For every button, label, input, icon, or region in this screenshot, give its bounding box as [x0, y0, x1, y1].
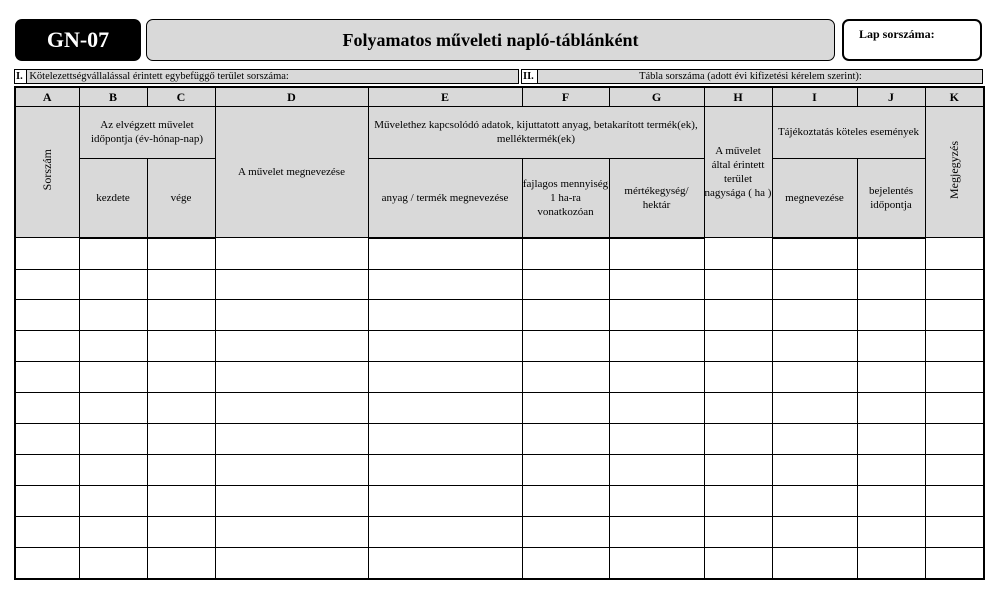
table-cell[interactable]	[15, 362, 79, 393]
table-cell[interactable]	[215, 362, 368, 393]
table-cell[interactable]	[522, 238, 609, 269]
table-cell[interactable]	[772, 424, 857, 455]
table-row	[15, 517, 984, 548]
material-name-header: anyag / termék megnevezése	[368, 159, 522, 238]
area-header: A művelet által érintett terület nagysága ( ha )	[704, 106, 772, 237]
table-cell[interactable]	[609, 547, 704, 579]
table-cell[interactable]	[215, 269, 368, 300]
table-row	[15, 238, 984, 269]
table-cell[interactable]	[609, 517, 704, 548]
end-date-header: vége	[147, 159, 215, 238]
table-cell[interactable]	[368, 331, 522, 362]
table-cell[interactable]	[522, 331, 609, 362]
table-cell[interactable]	[15, 300, 79, 331]
sheet-number-label: Lap sorszáma:	[859, 27, 935, 41]
col-letter: B	[79, 87, 147, 106]
table-cell[interactable]	[522, 362, 609, 393]
section-1-label: Kötelezettségvállalással érintett egybefüggő terület sorszáma:	[29, 71, 289, 82]
table-cell[interactable]	[368, 393, 522, 424]
table-cell[interactable]	[704, 300, 772, 331]
table-cell[interactable]	[925, 331, 984, 362]
table-cell[interactable]	[79, 238, 147, 269]
form-code: GN-07	[15, 19, 141, 61]
table-cell[interactable]	[522, 393, 609, 424]
table-cell[interactable]	[368, 517, 522, 548]
table-cell[interactable]	[79, 362, 147, 393]
table-cell[interactable]	[857, 486, 925, 517]
table-cell[interactable]	[147, 424, 215, 455]
table-cell[interactable]	[609, 362, 704, 393]
table-cell[interactable]	[772, 517, 857, 548]
table-cell[interactable]	[368, 455, 522, 486]
table-cell[interactable]	[609, 455, 704, 486]
start-date-header: kezdete	[79, 159, 147, 238]
event-name-header: megnevezése	[772, 159, 857, 238]
table-cell[interactable]	[79, 517, 147, 548]
sorszam-header	[15, 106, 79, 237]
table-row	[15, 269, 984, 300]
table-cell[interactable]	[79, 424, 147, 455]
table-cell[interactable]	[704, 424, 772, 455]
report-date-header: bejelentés időpontja	[857, 159, 925, 238]
table-cell[interactable]	[368, 486, 522, 517]
table-cell[interactable]	[704, 455, 772, 486]
table-cell[interactable]	[772, 486, 857, 517]
table-cell[interactable]	[925, 238, 984, 269]
table-cell[interactable]	[15, 486, 79, 517]
table-cell[interactable]	[15, 331, 79, 362]
operations-log-table	[14, 86, 985, 580]
table-cell[interactable]	[368, 424, 522, 455]
sorszam-label: Sorszám	[40, 149, 55, 191]
page-title: Folyamatos műveleti napló-táblánként	[146, 19, 835, 61]
table-cell[interactable]	[147, 517, 215, 548]
table-row	[15, 300, 984, 331]
table-cell[interactable]	[772, 455, 857, 486]
table-cell[interactable]	[215, 486, 368, 517]
table-cell[interactable]	[147, 455, 215, 486]
table-cell[interactable]	[15, 424, 79, 455]
table-cell[interactable]	[857, 238, 925, 269]
table-row	[15, 362, 984, 393]
table-cell[interactable]	[772, 331, 857, 362]
table-cell[interactable]	[857, 547, 925, 579]
table-cell[interactable]	[147, 486, 215, 517]
col-letter: K	[925, 87, 984, 106]
table-cell[interactable]	[368, 269, 522, 300]
table-cell[interactable]	[772, 269, 857, 300]
table-cell[interactable]	[704, 517, 772, 548]
section-1-number: I.	[15, 70, 27, 83]
table-row	[15, 455, 984, 486]
sheet-number-field[interactable]	[842, 19, 982, 61]
table-row	[15, 424, 984, 455]
table-cell[interactable]	[772, 362, 857, 393]
table-cell[interactable]	[522, 547, 609, 579]
table-cell[interactable]	[857, 517, 925, 548]
table-cell[interactable]	[215, 455, 368, 486]
table-cell[interactable]	[609, 424, 704, 455]
table-cell[interactable]	[79, 300, 147, 331]
table-cell[interactable]	[215, 547, 368, 579]
table-row	[15, 547, 984, 579]
table-cell[interactable]	[609, 331, 704, 362]
table-cell[interactable]	[609, 300, 704, 331]
table-cell[interactable]	[522, 517, 609, 548]
table-cell[interactable]	[925, 517, 984, 548]
related-data-header: Művelethez kapcsolódó adatok, kijuttatott anyag, betakarított termék(ek), melléktermék(ek)	[368, 106, 704, 159]
table-cell[interactable]	[79, 547, 147, 579]
table-cell[interactable]	[215, 424, 368, 455]
table-cell[interactable]	[215, 238, 368, 269]
section-2-label: Tábla sorszáma (adott évi kifizetési kérelem szerint):	[639, 71, 862, 82]
section-2-number: II.	[522, 70, 538, 83]
table-cell[interactable]	[15, 238, 79, 269]
table-cell[interactable]	[925, 362, 984, 393]
table-cell[interactable]	[215, 300, 368, 331]
table-cell[interactable]	[857, 455, 925, 486]
table-cell[interactable]	[522, 455, 609, 486]
table-cell[interactable]	[522, 269, 609, 300]
table-cell[interactable]	[609, 486, 704, 517]
table-cell[interactable]	[925, 547, 984, 579]
specific-quantity-header: fajlagos mennyiség 1 ha-ra vonatkozóan	[522, 159, 609, 238]
table-cell[interactable]	[925, 269, 984, 300]
col-letter: C	[147, 87, 215, 106]
table-cell[interactable]	[522, 486, 609, 517]
table-cell[interactable]	[368, 300, 522, 331]
table-cell[interactable]	[857, 362, 925, 393]
col-letter: G	[609, 87, 704, 106]
table-cell[interactable]	[15, 455, 79, 486]
table-cell[interactable]	[609, 269, 704, 300]
header-row-1	[15, 106, 984, 159]
table-cell[interactable]	[704, 486, 772, 517]
col-letter: A	[15, 87, 79, 106]
table-cell[interactable]	[925, 300, 984, 331]
table-cell[interactable]	[15, 269, 79, 300]
column-letter-row	[15, 87, 984, 106]
table-cell[interactable]	[772, 547, 857, 579]
notes-header	[925, 106, 984, 237]
table-cell[interactable]	[772, 300, 857, 331]
table-cell[interactable]	[368, 362, 522, 393]
table-cell[interactable]	[857, 393, 925, 424]
col-letter: I	[772, 87, 857, 106]
table-cell[interactable]	[147, 547, 215, 579]
table-cell[interactable]	[925, 424, 984, 455]
table-cell[interactable]	[15, 393, 79, 424]
table-cell[interactable]	[704, 269, 772, 300]
table-cell[interactable]	[79, 393, 147, 424]
table-cell[interactable]	[79, 455, 147, 486]
table-cell[interactable]	[609, 238, 704, 269]
table-cell[interactable]	[772, 238, 857, 269]
table-cell[interactable]	[522, 424, 609, 455]
table-row	[15, 393, 984, 424]
events-header: Tájékoztatás köteles események	[772, 106, 925, 159]
table-cell[interactable]	[704, 362, 772, 393]
table-cell[interactable]	[857, 300, 925, 331]
table-cell[interactable]	[147, 393, 215, 424]
section-parcel-number[interactable]	[521, 69, 983, 84]
table-cell[interactable]	[704, 331, 772, 362]
table-cell[interactable]	[522, 300, 609, 331]
col-letter: E	[368, 87, 522, 106]
col-letter: J	[857, 87, 925, 106]
col-letter: H	[704, 87, 772, 106]
table-cell[interactable]	[147, 238, 215, 269]
header-row-2	[15, 159, 984, 238]
table-cell[interactable]	[15, 517, 79, 548]
table-cell[interactable]	[368, 238, 522, 269]
operation-name-header: A művelet megnevezése	[215, 106, 368, 237]
table-cell[interactable]	[925, 455, 984, 486]
col-letter: D	[215, 87, 368, 106]
unit-header: mértékegység/ hektár	[609, 159, 704, 238]
table-cell[interactable]	[215, 331, 368, 362]
table-cell[interactable]	[15, 547, 79, 579]
table-cell[interactable]	[215, 517, 368, 548]
table-cell[interactable]	[368, 547, 522, 579]
table-cell[interactable]	[857, 424, 925, 455]
notes-label: Megjegyzés	[947, 140, 962, 199]
table-cell[interactable]	[79, 331, 147, 362]
table-cell[interactable]	[147, 331, 215, 362]
table-cell[interactable]	[215, 393, 368, 424]
table-cell[interactable]	[857, 269, 925, 300]
table-cell[interactable]	[704, 238, 772, 269]
table-cell[interactable]	[147, 269, 215, 300]
table-row	[15, 331, 984, 362]
table-cell[interactable]	[925, 486, 984, 517]
table-cell[interactable]	[704, 547, 772, 579]
table-cell[interactable]	[772, 393, 857, 424]
table-cell[interactable]	[79, 486, 147, 517]
date-group-header: Az elvégzett művelet időpontja (év-hónap-nap)	[79, 106, 215, 159]
table-row	[15, 486, 984, 517]
table-cell[interactable]	[147, 300, 215, 331]
section-area-number[interactable]	[14, 69, 519, 84]
col-letter: F	[522, 87, 609, 106]
table-cell[interactable]	[857, 331, 925, 362]
table-cell[interactable]	[704, 393, 772, 424]
table-cell[interactable]	[147, 362, 215, 393]
table-cell[interactable]	[925, 393, 984, 424]
table-cell[interactable]	[609, 393, 704, 424]
table-cell[interactable]	[79, 269, 147, 300]
